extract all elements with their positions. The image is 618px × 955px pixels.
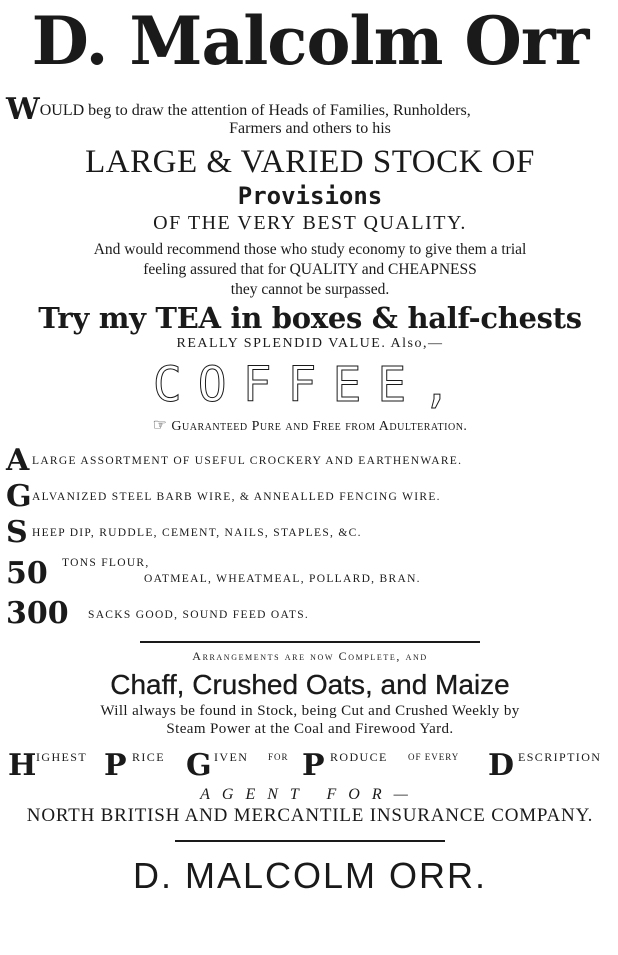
will-always-line-2: Steam Power at the Coal and Firewood Yard.: [166, 721, 454, 737]
recommend-line-3: they cannot be surpassed.: [230, 281, 390, 298]
guaranteed-text: Guaranteed Pure and Free from Adulteration.: [171, 419, 468, 434]
item-text: HEEP DIP, RUDDLE, CEMENT, NAILS, STAPLES, &C.: [32, 527, 362, 539]
item-cap: S: [6, 515, 28, 550]
will-always-paragraph: [6, 702, 614, 738]
provisions-heading: Provisions: [237, 182, 383, 210]
for-text: FOR: [268, 752, 289, 762]
arrangements-line: Arrangements are now Complete, and: [192, 649, 428, 663]
oats-text: SACKS GOOD, SOUND FEED OATS.: [88, 609, 310, 621]
recommend-line-1: And would recommend those who study economy to give them a trial: [93, 241, 527, 258]
stock-heading: LARGE & VARIED STOCK OF: [85, 144, 535, 180]
item-cap: G: [6, 479, 32, 514]
of-every-text: OF EVERY: [408, 752, 460, 762]
oats-number: 300: [6, 596, 69, 631]
produce-text: RODUCE: [330, 750, 388, 764]
coffee-heading: COFFEE,: [152, 357, 468, 413]
recommend-paragraph: [6, 240, 614, 300]
flour-line-1: TONS FLOUR,: [62, 557, 150, 569]
masthead-title: D. Malcolm Orr: [31, 2, 589, 80]
description-text: ESCRIPTION: [518, 750, 602, 764]
pointing-hand-icon: ☞: [152, 417, 168, 434]
chaff-heading: Chaff, Crushed Oats, and Maize: [110, 669, 510, 700]
advertisement: [0, 2, 618, 955]
given-text: IVEN: [214, 750, 249, 764]
quality-line: OF THE VERY BEST QUALITY.: [153, 212, 467, 234]
list-item-flour: [6, 557, 614, 597]
highest-cap-h: H: [8, 748, 37, 783]
agent-line: AGENT FOR—: [200, 786, 420, 803]
recommend-line-2: feeling assured that for QUALITY and CHEAPNESS: [143, 261, 477, 278]
item-cap: A: [6, 443, 30, 478]
intro-line-1: OULD beg to draw the attention of Heads of Families, Runholders,: [39, 102, 471, 119]
description-cap-d: D: [488, 748, 515, 783]
price-cap-p: P: [104, 748, 127, 783]
intro-dropcap: W: [6, 92, 40, 127]
intro-line-2: Farmers and others to his: [229, 120, 391, 137]
flour-number: 50: [6, 556, 48, 591]
intro-paragraph: [6, 92, 614, 138]
list-item-oats: [6, 597, 614, 637]
will-always-line-1: Will always be found in Stock, being Cut and Crushed Weekly by: [100, 703, 520, 719]
list-item-wire: [6, 479, 614, 521]
splendid-line: REALLY SPLENDID VALUE. Also,—: [176, 336, 444, 351]
highest-price-line: [6, 748, 614, 784]
highest-text: IGHEST: [36, 750, 88, 764]
item-text: ALVANIZED STEEL BARB WIRE, & ANNEALLED FENCING WIRE.: [32, 491, 441, 503]
divider: [140, 641, 480, 643]
tea-heading: Try my TEA in boxes & half-chests: [38, 301, 582, 335]
list-item-crockery: [6, 443, 614, 485]
signature-name: D. MALCOLM ORR.: [132, 855, 488, 896]
flour-line-2: OATMEAL, WHEATMEAL, POLLARD, BRAN.: [144, 573, 421, 585]
produce-cap-p: P: [302, 748, 325, 783]
divider: [175, 840, 445, 842]
given-cap-g: G: [186, 748, 212, 783]
guaranteed-line: [6, 416, 614, 437]
list-item-sheep-dip: [6, 515, 614, 557]
insurance-line: NORTH BRITISH AND MERCANTILE INSURANCE COMPANY.: [26, 805, 594, 826]
item-text: LARGE ASSORTMENT OF USEFUL CROCKERY AND EARTHENWARE.: [32, 455, 463, 467]
price-text: RICE: [132, 750, 165, 764]
